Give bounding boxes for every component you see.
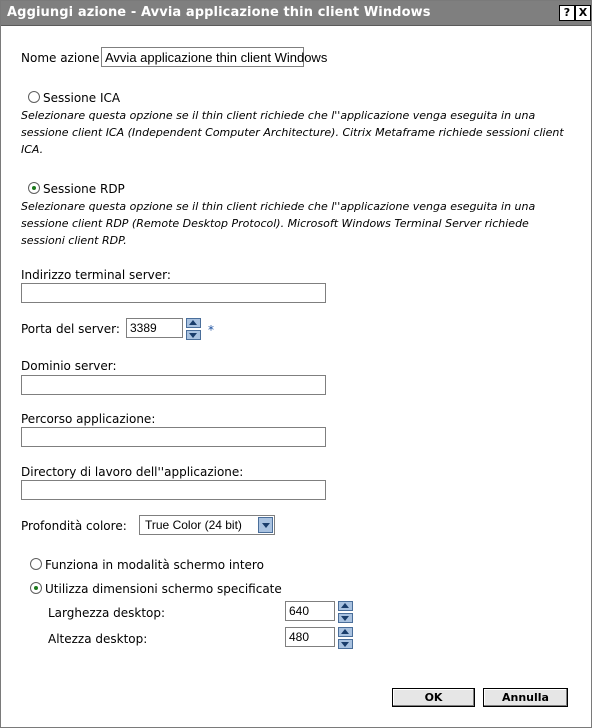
- server-port-field[interactable]: [126, 318, 183, 338]
- fullscreen-radio[interactable]: [30, 558, 42, 570]
- color-depth-value: True Color (24 bit): [145, 518, 242, 532]
- server-port-stepper[interactable]: [186, 318, 201, 338]
- specified-size-label[interactable]: Utilizza dimensioni schermo specificate: [45, 582, 282, 596]
- desktop-width-stepper[interactable]: [338, 601, 353, 621]
- desktop-height-label: Altezza desktop:: [48, 632, 148, 646]
- rdp-description-line1: Selezionare questa opzione se il thin client richiede che l''applicazione venga eseguita in una: [21, 200, 536, 213]
- dialog-title: Aggiungi azione - Avvia applicazione thin client Windows: [7, 5, 431, 20]
- desktop-height-field[interactable]: [285, 627, 335, 647]
- fullscreen-label[interactable]: Funziona in modalità schermo intero: [45, 558, 264, 572]
- title-bar[interactable]: [1, 1, 591, 26]
- work-dir-field[interactable]: [21, 480, 326, 500]
- desktop-height-value: 480: [289, 630, 310, 644]
- terminal-server-field[interactable]: [21, 283, 326, 303]
- ica-session-label[interactable]: Sessione ICA: [43, 91, 121, 105]
- color-depth-label: Profondità colore:: [21, 519, 127, 533]
- action-name-field[interactable]: [101, 47, 328, 67]
- server-port-label: Porta del server:: [21, 322, 120, 336]
- work-dir-label: Directory di lavoro dell''applicazione:: [21, 465, 244, 479]
- rdp-description-line3: sessioni client RDP.: [21, 234, 127, 247]
- ok-button[interactable]: OK: [392, 688, 475, 707]
- rdp-description-line2: sessione client RDP (Remote Desktop Protocol). Microsoft Windows Terminal Server richiede: [21, 217, 529, 230]
- server-port-up-arrow[interactable]: [186, 318, 201, 328]
- close-icon[interactable]: X: [575, 5, 591, 21]
- rdp-session-radio[interactable]: [28, 182, 40, 194]
- desktop-width-label: Larghezza desktop:: [48, 606, 166, 620]
- desktop-height-up-arrow[interactable]: [338, 627, 353, 637]
- desktop-width-field[interactable]: [285, 601, 335, 621]
- color-depth-select[interactable]: [139, 515, 275, 535]
- ica-description-line3: ICA.: [21, 143, 44, 156]
- ica-session-radio[interactable]: [28, 91, 40, 103]
- specified-size-radio[interactable]: [30, 582, 42, 594]
- server-port-value: 3389: [130, 321, 157, 335]
- rdp-session-label[interactable]: Sessione RDP: [43, 182, 125, 196]
- help-icon[interactable]: ?: [559, 5, 575, 21]
- action-name-value: Avvia applicazione thin client Windows: [105, 50, 328, 65]
- desktop-height-stepper[interactable]: [338, 627, 353, 647]
- server-domain-label: Dominio server:: [21, 359, 117, 373]
- app-path-label: Percorso applicazione:: [21, 412, 156, 426]
- required-marker: *: [208, 323, 214, 337]
- action-name-label: Nome azione: [21, 51, 100, 65]
- server-domain-field[interactable]: [21, 375, 326, 395]
- chevron-down-icon[interactable]: [258, 517, 273, 533]
- desktop-width-value: 640: [289, 604, 310, 618]
- cancel-button[interactable]: Annulla: [483, 688, 568, 707]
- ica-description-line1: Selezionare questa opzione se il thin client richiede che l''applicazione venga eseguita in una: [21, 109, 536, 122]
- ica-description-line2: sessione client ICA (Independent Computer Architecture). Citrix Metaframe richiede sessioni client: [21, 126, 564, 139]
- desktop-height-down-arrow[interactable]: [338, 639, 353, 649]
- desktop-width-down-arrow[interactable]: [338, 613, 353, 623]
- terminal-server-label: Indirizzo terminal server:: [21, 268, 171, 282]
- app-path-field[interactable]: [21, 427, 326, 447]
- desktop-width-up-arrow[interactable]: [338, 601, 353, 611]
- server-port-down-arrow[interactable]: [186, 330, 201, 340]
